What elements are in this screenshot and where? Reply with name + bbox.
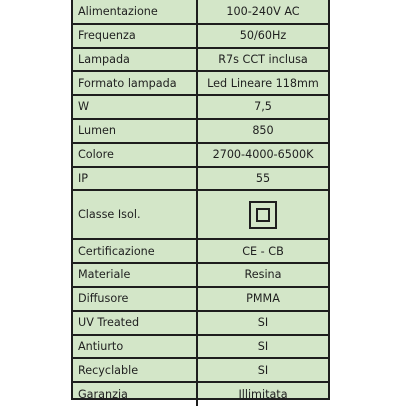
spec-row-materiale <box>73 263 328 287</box>
spec-value: SI <box>197 358 328 382</box>
spec-label: W <box>73 95 197 119</box>
spec-value: 50/60Hz <box>197 24 328 48</box>
spec-value: CE - CB <box>197 239 328 263</box>
spec-label: Antiurto <box>73 335 197 359</box>
spec-value: SI <box>197 335 328 359</box>
spec-label: Lampada <box>73 48 197 72</box>
spec-row-classe-isol <box>73 190 328 239</box>
spec-row-diffusore <box>73 287 328 311</box>
spec-value: 850 <box>197 119 328 143</box>
spec-value: R7s CCT inclusa <box>197 48 328 72</box>
spec-table <box>73 0 328 406</box>
spec-label: Classe Isol. <box>73 190 197 239</box>
spec-value: Led Lineare 118mm <box>197 71 328 95</box>
spec-label: Diffusore <box>73 287 197 311</box>
spec-value: PMMA <box>197 287 328 311</box>
spec-row-recyclable <box>73 358 328 382</box>
spec-label: Garanzia <box>73 382 197 406</box>
spec-value: 100-240V AC <box>197 0 328 24</box>
spec-row-w <box>73 95 328 119</box>
spec-label: Materiale <box>73 263 197 287</box>
spec-label: Frequenza <box>73 24 197 48</box>
spec-label: Recyclable <box>73 358 197 382</box>
spec-label: IP <box>73 167 197 191</box>
spec-value: Resina <box>197 263 328 287</box>
spec-label: Alimentazione <box>73 0 197 24</box>
spec-label: Colore <box>73 143 197 167</box>
spec-label: UV Treated <box>73 311 197 335</box>
spec-value: 2700-4000-6500K <box>197 143 328 167</box>
spec-row-alimentazione <box>73 0 328 24</box>
spec-label: Certificazione <box>73 239 197 263</box>
spec-value: 7,5 <box>197 95 328 119</box>
spec-value: Illimitata <box>197 382 328 406</box>
spec-row-colore <box>73 143 328 167</box>
spec-value: 55 <box>197 167 328 191</box>
spec-row-lumen <box>73 119 328 143</box>
spec-row-lampada <box>73 48 328 72</box>
spec-row-certificazione <box>73 239 328 263</box>
spec-label: Lumen <box>73 119 197 143</box>
spec-value: SI <box>197 311 328 335</box>
spec-row-ip <box>73 167 328 191</box>
double-insulation-class-ii-icon <box>249 201 277 229</box>
spec-row-garanzia <box>73 382 328 406</box>
spec-row-formato-lampada <box>73 71 328 95</box>
spec-row-antiurto <box>73 335 328 359</box>
spec-row-uv-treated <box>73 311 328 335</box>
spec-row-frequenza <box>73 24 328 48</box>
spec-label: Formato lampada <box>73 71 197 95</box>
spec-value <box>197 190 328 239</box>
spec-sheet <box>71 0 330 400</box>
